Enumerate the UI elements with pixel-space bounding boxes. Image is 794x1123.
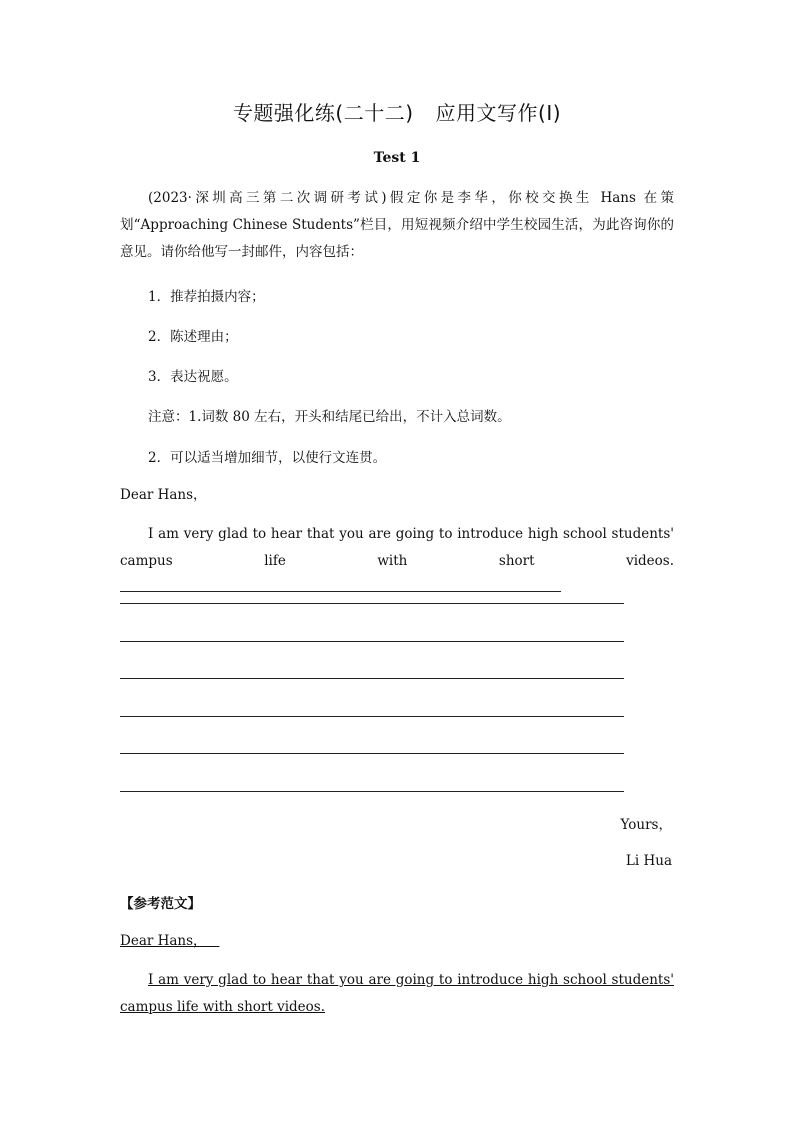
writing-line-4[interactable]	[120, 716, 624, 717]
letter-signature: Li Hua	[625, 853, 672, 869]
writing-line-3[interactable]	[120, 678, 624, 679]
reference-greeting	[120, 928, 219, 955]
reference-greeting-text: Dear Hans，	[120, 933, 207, 949]
writing-line-6[interactable]	[120, 791, 624, 792]
title-sub: 应用文写作(Ⅰ)	[435, 101, 562, 125]
prompt-item-2: 2．陈述理由；	[148, 329, 238, 345]
letter-opening	[120, 521, 674, 602]
prompt-note-1: 注意：1.词数 80 左右，开头和结尾已给出，不计入总词数。	[148, 409, 511, 425]
prompt-item-1: 1．推荐拍摄内容；	[148, 289, 265, 305]
page-title	[0, 97, 794, 126]
title-main: 专题强化练(二十二)	[232, 101, 414, 125]
prompt-item-3: 3．表达祝愿。	[148, 369, 238, 385]
writing-line-2[interactable]	[120, 641, 624, 642]
reference-opening-text: I am very glad to hear that you are going to introduce high school students' campus life with short videos.	[120, 972, 674, 1015]
writing-line-5[interactable]	[120, 753, 624, 754]
letter-closing: Yours，	[620, 817, 672, 833]
reference-heading: 【参考范文】	[120, 896, 201, 912]
writing-line-1[interactable]	[120, 603, 624, 604]
prompt-note-2: 2．可以适当增加细节，以使行文连贯。	[148, 450, 387, 466]
reference-opening	[120, 967, 674, 1021]
test-label: Test 1	[373, 150, 421, 166]
letter-greeting: Dear Hans，	[120, 487, 207, 503]
writing-blank-inline[interactable]	[120, 577, 561, 592]
prompt-intro: (2023·深圳高三第二次调研考试)假定你是李华，你校交换生 Hans 在策划“Approaching Chinese Students”栏目，用短视频介绍中学生校园生活，为此咨询你的意见。请你给他写一封邮件，内容包括：	[120, 190, 674, 260]
letter-opening-text: I am very glad to hear that you are going to introduce high school students' campus life with short videos.	[120, 526, 674, 569]
